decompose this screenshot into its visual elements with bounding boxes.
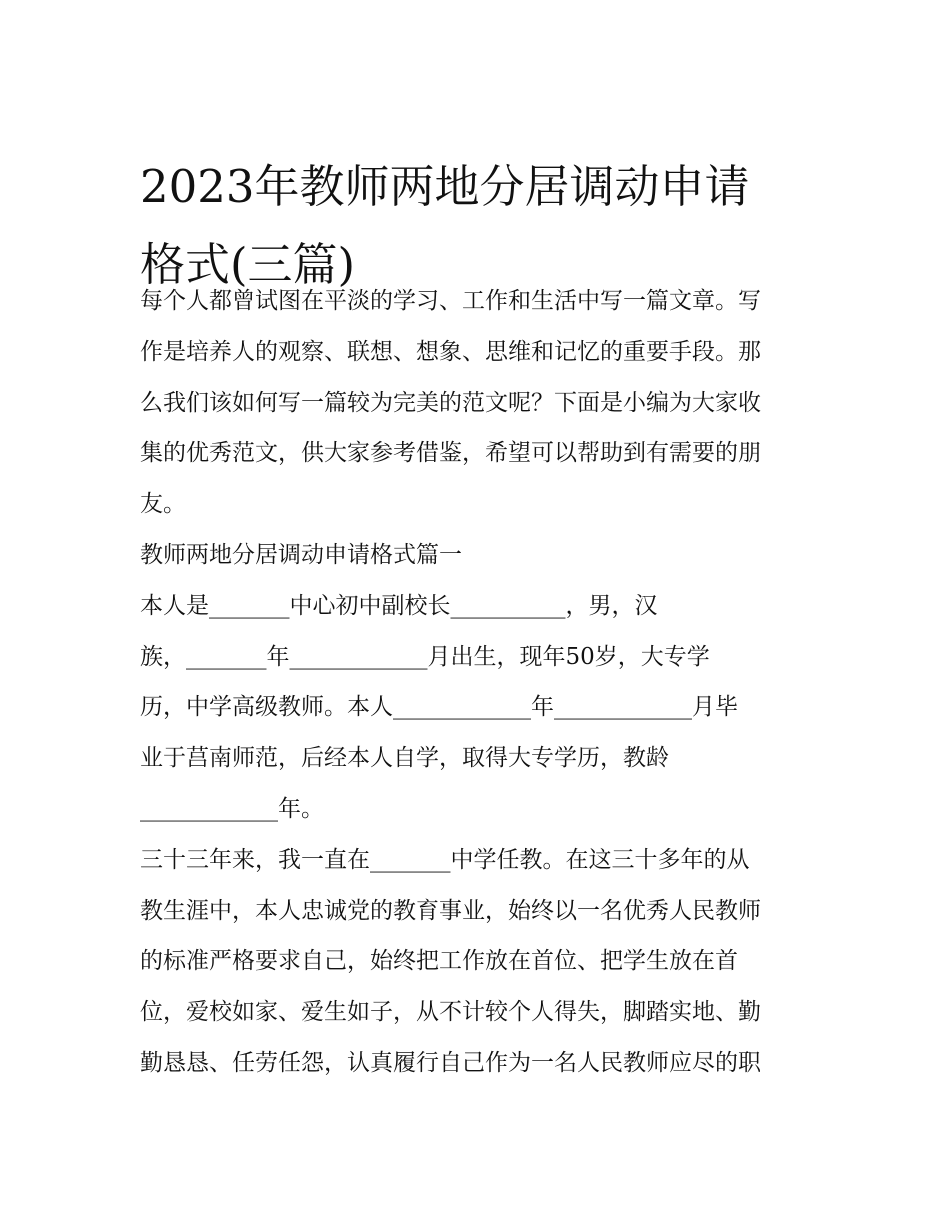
intro-line: 每个人都曾试图在平淡的学习、工作和生活中写一篇文章。写: [140, 288, 761, 314]
paragraph2-line: 教生涯中，本人忠诚党的教育事业，始终以一名优秀人民教师: [140, 897, 761, 924]
paragraph2-line: 勤恳恳、任劳任怨，认真履行自己作为一名人民教师应尽的职: [140, 1049, 761, 1076]
paragraph2-line: 三十三年来，我一直在_______中学任教。在这三十多年的从: [140, 846, 750, 873]
paragraph1-line: 历，中学高级教师。本人____________年____________月毕: [140, 694, 738, 721]
intro-line: 么我们该如何写一篇较为完美的范文呢？下面是小编为大家收: [140, 389, 761, 416]
title-line: 格式(三篇): [140, 238, 356, 292]
paragraph2-line: 位，爱校如家、爱生如子，从不计较个人得失，脚踏实地、勤: [140, 999, 761, 1026]
paragraph1-line: 本人是_______中心初中副校长__________，男，汉: [140, 592, 658, 619]
intro-line: 作是培养人的观察、联想、想象、思维和记忆的重要手段。那: [140, 338, 761, 365]
section-heading: 教师两地分居调动申请格式篇一: [140, 541, 462, 568]
intro-line: 集的优秀范文，供大家参考借鉴，希望可以帮助到有需要的朋: [140, 440, 761, 467]
paragraph1-line: ____________年。: [140, 795, 324, 822]
intro-line: 友。: [140, 491, 186, 518]
paragraph2-line: 的标准严格要求自己，始终把工作放在首位、把学生放在首: [140, 948, 738, 975]
document-body: [140, 280, 761, 1093]
title-line: 2023年教师两地分居调动申请: [140, 160, 750, 214]
paragraph1-line: 族，_______年____________月出生，现年50岁，大专学: [140, 643, 710, 670]
paragraph1-line: 业于莒南师范，后经本人自学，取得大专学历，教龄: [140, 745, 669, 772]
